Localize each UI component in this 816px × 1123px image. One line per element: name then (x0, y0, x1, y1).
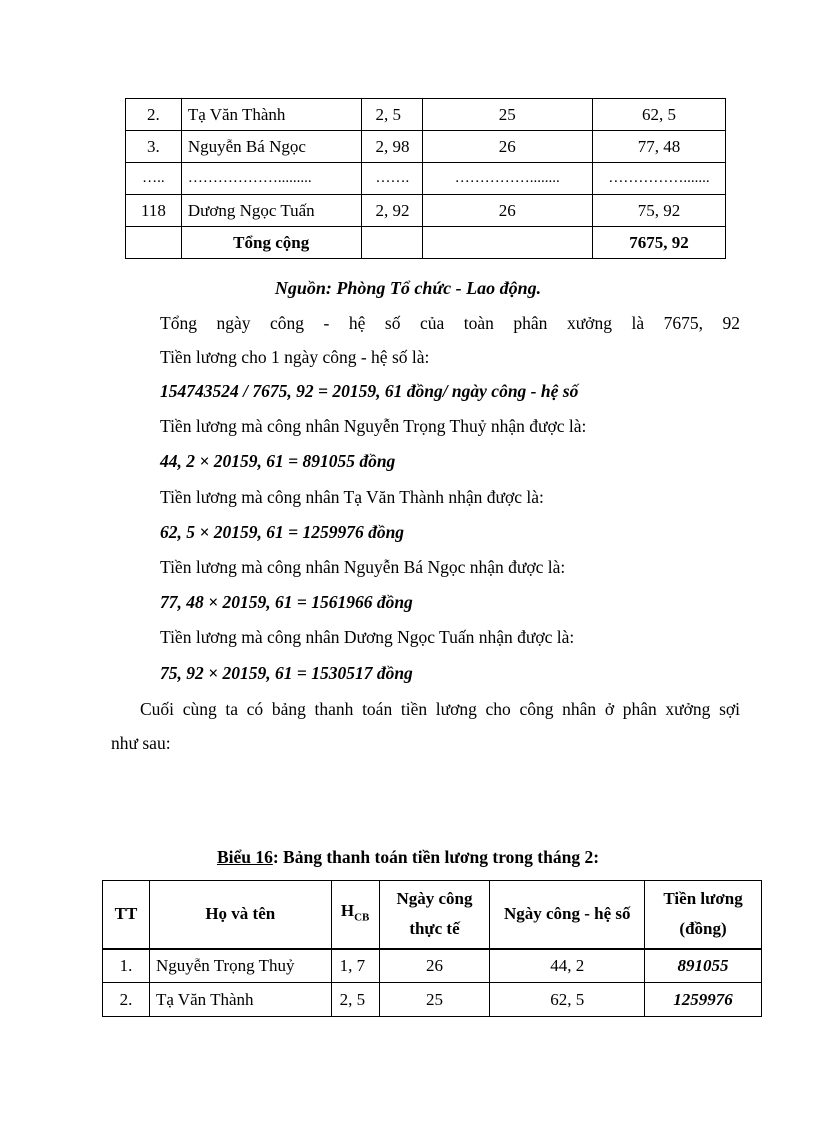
row-number: 2. (126, 99, 182, 131)
work-days: ……………........ (422, 163, 593, 195)
empty-cell (126, 227, 182, 259)
header-actual-days: Ngày công thực tế (379, 881, 490, 949)
actual-days: 25 (379, 983, 490, 1017)
work-days: 26 (422, 131, 593, 163)
total-label: Tổng cộng (181, 227, 361, 259)
header-day-coefficient: Ngày công - hệ số (490, 881, 645, 949)
total-value: 7675, 92 (593, 227, 726, 259)
table-row (126, 131, 726, 163)
table-row (103, 983, 762, 1017)
actual-days: 26 (379, 949, 490, 983)
worker-name: Tạ Văn Thành (181, 99, 361, 131)
header-tt: TT (103, 881, 150, 949)
text-line: Tiền lương mà công nhân Nguyễn Trọng Thuỷ nhận được là: (160, 416, 587, 436)
worker-name: Nguyễn Bá Ngọc (181, 131, 361, 163)
work-days: 25 (422, 99, 593, 131)
text-line: Tiền lương mà công nhân Dương Ngọc Tuấn nhận được là: (160, 627, 575, 647)
header-name: Họ và tên (149, 881, 331, 949)
worker-coefficient-table (125, 98, 726, 259)
formula-line: 154743524 / 7675, 92 = 20159, 61 đồng/ ngày công - hệ số (160, 381, 579, 401)
header-salary: Tiền lương (đồng) (645, 881, 762, 949)
row-number: 1. (103, 949, 150, 983)
table-row (103, 949, 762, 983)
base-coefficient: 2, 92 (361, 195, 422, 227)
table-total-row (126, 227, 726, 259)
row-number: ….. (126, 163, 182, 195)
formula-line: 62, 5 × 20159, 61 = 1259976 đồng (160, 522, 405, 542)
paragraph-line: như sau: (111, 733, 171, 753)
base-coefficient: 1, 7 (331, 949, 379, 983)
salary-value: 1259976 (645, 983, 762, 1017)
empty-cell (361, 227, 422, 259)
worker-name: ………………......... (181, 163, 361, 195)
empty-cell (422, 227, 593, 259)
text-line: Tiền lương mà công nhân Nguyễn Bá Ngọc nhận được là: (160, 557, 566, 577)
text-line: Tiền lương cho 1 ngày công - hệ số là: (160, 347, 430, 367)
table-header-row (103, 881, 762, 949)
base-coefficient: 2, 5 (331, 983, 379, 1017)
caption-label: Biểu 16 (216, 847, 273, 867)
worker-name: Tạ Văn Thành (149, 983, 331, 1017)
base-coefficient: ……. (361, 163, 422, 195)
paragraph-line: Cuối cùng ta có bảng thanh toán tiền lương cho công nhân ở phân xưởng sợi (140, 699, 740, 719)
table-row (126, 99, 726, 131)
day-coefficient: ……………....... (593, 163, 726, 195)
base-coefficient: 2, 98 (361, 131, 422, 163)
table-row (126, 195, 726, 227)
salary-value: 891055 (645, 949, 762, 983)
text-line: Tiền lương mà công nhân Tạ Văn Thành nhận được là: (160, 487, 544, 507)
text-line: Tổng ngày công - hệ số của toàn phân xưởng là 7675, 92 (160, 313, 740, 333)
row-number: 2. (103, 983, 150, 1017)
formula-line: 75, 92 × 20159, 61 = 1530517 đồng (160, 663, 413, 683)
header-hcb: $H_{CB}$ (331, 881, 379, 949)
table-source-note: Nguồn: Phòng Tổ chức - Lao động. (274, 278, 542, 298)
base-coefficient: 2, 5 (361, 99, 422, 131)
formula-line: 44, 2 × 20159, 61 = 891055 đồng (160, 451, 396, 471)
worker-name: Nguyễn Trọng Thuỷ (149, 949, 331, 983)
day-coefficient: 62, 5 (490, 983, 645, 1017)
work-days: 26 (422, 195, 593, 227)
day-coefficient: 44, 2 (490, 949, 645, 983)
day-coefficient: 77, 48 (593, 131, 726, 163)
worker-name: Dương Ngọc Tuấn (181, 195, 361, 227)
day-coefficient: 75, 92 (593, 195, 726, 227)
row-number: 118 (126, 195, 182, 227)
table-row-ellipsis (126, 163, 726, 195)
row-number: 3. (126, 131, 182, 163)
caption-text: : Bảng thanh toán tiền lương trong tháng 2: (272, 847, 600, 867)
day-coefficient: 62, 5 (593, 99, 726, 131)
table-caption (0, 847, 816, 868)
salary-payment-table (102, 880, 762, 1017)
formula-line: 77, 48 × 20159, 61 = 1561966 đồng (160, 592, 413, 612)
